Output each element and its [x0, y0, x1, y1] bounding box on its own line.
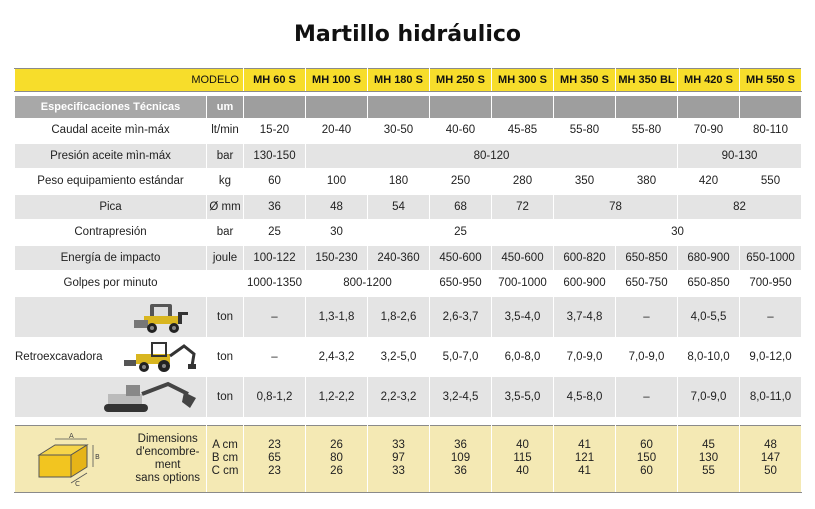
cell: 25 — [368, 220, 554, 246]
spec-table — [14, 68, 802, 493]
cell: 45-85 — [492, 118, 554, 143]
dimensions-cell: 48 147 50 — [740, 425, 802, 492]
machine-row-retro — [15, 337, 802, 377]
machine-image-cell — [15, 377, 207, 417]
cell: 650-950 — [430, 271, 492, 297]
model-name: MH 300 S — [492, 69, 554, 92]
spec-header-label: Especificaciones Técnicas — [15, 96, 207, 118]
row-unit: kg — [207, 169, 244, 195]
cell: 2,6-3,7 — [430, 296, 492, 337]
cell: – — [740, 296, 802, 337]
cell: 3,2-4,5 — [430, 377, 492, 417]
cell: 450-600 — [492, 245, 554, 271]
machine-row-skid — [15, 296, 802, 337]
cell: 650-1000 — [740, 245, 802, 271]
cell: 80-110 — [740, 118, 802, 143]
table-row — [15, 271, 802, 297]
cell: 15-20 — [244, 118, 306, 143]
model-name: MH 420 S — [678, 69, 740, 92]
cell: 7,0-9,0 — [678, 377, 740, 417]
row-label: Golpes por minuto — [15, 271, 207, 297]
dimensions-units: A cm B cm C cm — [207, 425, 244, 492]
cell: 78 — [554, 194, 678, 220]
cell: 650-750 — [616, 271, 678, 297]
row-unit: bar — [207, 220, 244, 246]
cell: 70-90 — [678, 118, 740, 143]
cell: 68 — [430, 194, 492, 220]
box-dimensions-icon — [31, 431, 103, 487]
cell: 55-80 — [554, 118, 616, 143]
row-label: Presión aceite mìn-máx — [15, 143, 207, 169]
cell: 5,0-7,0 — [430, 337, 492, 377]
dimensions-cell: 40 115 40 — [492, 425, 554, 492]
cell: 1,8-2,6 — [368, 296, 430, 337]
cell: 0,8-1,2 — [244, 377, 306, 417]
row-unit: lt/min — [207, 118, 244, 143]
cell: 450-600 — [430, 245, 492, 271]
dimensions-label-line: Dimensions — [137, 432, 198, 445]
cell: 7,0-9,0 — [554, 337, 616, 377]
row-unit: joule — [207, 245, 244, 271]
cell: – — [244, 337, 306, 377]
cell: 7,0-9,0 — [616, 337, 678, 377]
dimensions-cell: 45 130 55 — [678, 425, 740, 492]
page-title: Martillo hidráulico — [293, 22, 522, 47]
cell: 4,0-5,5 — [678, 296, 740, 337]
table-row — [15, 245, 802, 271]
row-unit: Ø mm — [207, 194, 244, 220]
table-row — [15, 220, 802, 246]
cell: 25 — [244, 220, 306, 246]
cell: 550 — [740, 169, 802, 195]
cell: 3,2-5,0 — [368, 337, 430, 377]
row-unit: ton — [207, 337, 244, 377]
table-row — [15, 118, 802, 143]
cell: 20-40 — [306, 118, 368, 143]
cell: 650-850 — [678, 271, 740, 297]
row-label: Pica — [15, 194, 207, 220]
cell: 1,3-1,8 — [306, 296, 368, 337]
dimensions-label-line: ment — [154, 458, 181, 471]
cell: 9,0-12,0 — [740, 337, 802, 377]
cell: 280 — [492, 169, 554, 195]
row-unit — [207, 271, 244, 297]
cell: 1000-1350 — [244, 271, 306, 297]
cell: 700-1000 — [492, 271, 554, 297]
cell: 3,5-4,0 — [492, 296, 554, 337]
table-row — [15, 194, 802, 220]
cell: – — [616, 296, 678, 337]
cell: 30 — [554, 220, 802, 246]
cell: 55-80 — [616, 118, 678, 143]
dimensions-cell: 36 109 36 — [430, 425, 492, 492]
cell: 650-850 — [616, 245, 678, 271]
cell: 600-900 — [554, 271, 616, 297]
cell: 8,0-11,0 — [740, 377, 802, 417]
spec-header-unit: um — [207, 96, 244, 118]
model-name: MH 100 S — [306, 69, 368, 92]
cell: 3,7-4,8 — [554, 296, 616, 337]
dimensions-label-line: d'encombre- — [135, 445, 200, 458]
cell: – — [616, 377, 678, 417]
model-name: MH 60 S — [244, 69, 306, 92]
machine-image-cell — [15, 296, 207, 337]
cell: 2,2-3,2 — [368, 377, 430, 417]
cell: 700-950 — [740, 271, 802, 297]
dimensions-row — [15, 425, 802, 492]
dimensions-cell: 26 80 26 — [306, 425, 368, 492]
row-unit: ton — [207, 296, 244, 337]
dimensions-cell: 60 150 60 — [616, 425, 678, 492]
table-row — [15, 143, 802, 169]
cell: 1,2-2,2 — [306, 377, 368, 417]
cell: 180 — [368, 169, 430, 195]
spec-header-row — [15, 96, 802, 118]
box-letter-b: B — [95, 452, 100, 461]
table-row — [15, 169, 802, 195]
model-name: MH 250 S — [430, 69, 492, 92]
model-name: MH 550 S — [740, 69, 802, 92]
cell: 350 — [554, 169, 616, 195]
dimensions-cell: 33 97 33 — [368, 425, 430, 492]
cell: 3,5-5,0 — [492, 377, 554, 417]
cell: 250 — [430, 169, 492, 195]
cell: 100-122 — [244, 245, 306, 271]
cell: 40-60 — [430, 118, 492, 143]
cell: 72 — [492, 194, 554, 220]
cell: 36 — [244, 194, 306, 220]
cell: 82 — [678, 194, 802, 220]
retroexcavadora-label: Retroexcavadora — [15, 350, 103, 363]
model-name: MH 180 S — [368, 69, 430, 92]
cell: 130-150 — [244, 143, 306, 169]
row-label: Contrapresión — [15, 220, 207, 246]
excavator-icon — [100, 380, 200, 414]
cell: 800-1200 — [306, 271, 430, 297]
cell: 420 — [678, 169, 740, 195]
backhoe-loader-icon — [122, 340, 200, 374]
cell: 6,0-8,0 — [492, 337, 554, 377]
row-label: Caudal aceite mìn-máx — [15, 118, 207, 143]
model-header-row — [15, 69, 802, 92]
dimensions-cell: 41 121 41 — [554, 425, 616, 492]
machine-row-excavator — [15, 377, 802, 417]
cell: 30-50 — [368, 118, 430, 143]
model-name: MH 350 BL — [616, 69, 678, 92]
row-label: Energía de impacto — [15, 245, 207, 271]
cell: 30 — [306, 220, 368, 246]
cell: 80-120 — [306, 143, 678, 169]
row-label: Peso equipamiento estándar — [15, 169, 207, 195]
cell: 54 — [368, 194, 430, 220]
modelo-label: MODELO — [15, 69, 244, 92]
dimensions-cell: 23 65 23 — [244, 425, 306, 492]
cell: 4,5-8,0 — [554, 377, 616, 417]
cell: 150-230 — [306, 245, 368, 271]
box-letter-a: A — [69, 431, 74, 440]
cell: 90-130 — [678, 143, 802, 169]
cell: 60 — [244, 169, 306, 195]
cell: 2,4-3,2 — [306, 337, 368, 377]
cell: 600-820 — [554, 245, 616, 271]
box-letter-c: C — [75, 479, 80, 487]
machine-label-cell — [15, 337, 207, 377]
cell: 8,0-10,0 — [678, 337, 740, 377]
cell: 680-900 — [678, 245, 740, 271]
skid-steer-loader-icon — [130, 300, 200, 334]
dimensions-label-cell — [15, 425, 207, 492]
cell: 100 — [306, 169, 368, 195]
model-name: MH 350 S — [554, 69, 616, 92]
row-unit: ton — [207, 377, 244, 417]
dimensions-label-line: sans options — [135, 471, 200, 484]
cell: 48 — [306, 194, 368, 220]
cell: 240-360 — [368, 245, 430, 271]
cell: 380 — [616, 169, 678, 195]
row-unit: bar — [207, 143, 244, 169]
cell: – — [244, 296, 306, 337]
